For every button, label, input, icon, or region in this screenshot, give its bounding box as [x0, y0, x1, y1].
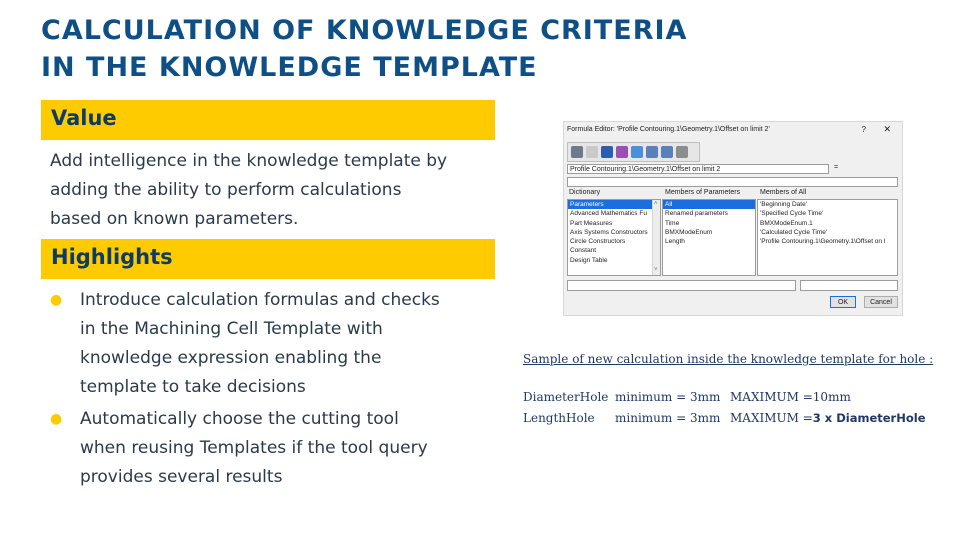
- dictionary-header: Dictionary: [569, 189, 601, 196]
- redo-icon[interactable]: [661, 146, 673, 158]
- open-icon[interactable]: [571, 146, 583, 158]
- sample-heading: Sample of new calculation inside the knowledge template for hole :: [523, 352, 934, 366]
- highlights-heading-bar: [41, 239, 495, 279]
- help-icon[interactable]: ?: [861, 125, 866, 134]
- eraser-icon[interactable]: [631, 146, 643, 158]
- value-heading-bar: [41, 100, 495, 140]
- highlights-heading: Highlights: [51, 245, 173, 269]
- members-of-parameters-header: Members of Parameters: [665, 189, 741, 196]
- chat-icon[interactable]: [616, 146, 628, 158]
- dictionary-scrollbar[interactable]: [652, 200, 660, 275]
- row-minimum: minimum = 3mm: [615, 390, 721, 404]
- list-item[interactable]: 'Calculated Cycle Time': [760, 228, 828, 236]
- highlight-line: provides several results: [80, 467, 283, 487]
- members-of-all-list[interactable]: [757, 199, 898, 276]
- members-of-parameters-list[interactable]: [662, 199, 756, 276]
- list-item[interactable]: 'Specified Cycle Time': [760, 210, 824, 218]
- row-maximum: MAXIMUM =10mm: [730, 390, 851, 404]
- list-item[interactable]: All: [663, 200, 755, 209]
- undo-icon[interactable]: [646, 146, 658, 158]
- highlight-line: Introduce calculation formulas and checks: [80, 290, 440, 310]
- highlights-list: [50, 286, 490, 495]
- highlight-line: knowledge expression enabling the: [80, 348, 382, 368]
- value-text-line: adding the ability to perform calculations: [50, 180, 402, 200]
- list-item[interactable]: Constant: [570, 247, 597, 255]
- cancel-button[interactable]: Cancel: [864, 296, 898, 308]
- value-text-line: based on known parameters.: [50, 209, 299, 229]
- equals-sign: =: [834, 164, 839, 171]
- slide-title-line-1: CALCULATION OF KNOWLEDGE CRITERIA: [41, 15, 688, 46]
- expression-field[interactable]: Profile Contouring.1\Geometry.1\Offset on limit 2: [567, 164, 829, 174]
- list-item[interactable]: Part Measures: [570, 219, 613, 227]
- members-of-all-header: Members of All: [760, 189, 807, 196]
- comment-icon[interactable]: [676, 146, 688, 158]
- dialog-toolbar: [567, 142, 700, 162]
- diameter-hole-row: [523, 390, 851, 404]
- list-item[interactable]: Circle Constructors: [570, 238, 626, 246]
- highlight-line: template to take decisions: [80, 377, 306, 397]
- ok-button[interactable]: OK: [830, 296, 856, 308]
- list-item[interactable]: Axis Systems Constructors: [570, 228, 648, 236]
- list-item[interactable]: Design Table: [570, 256, 608, 264]
- description-field[interactable]: [567, 280, 796, 291]
- value-heading: Value: [51, 106, 117, 130]
- bullet-icon: ●: [50, 292, 63, 308]
- highlight-line: Automatically choose the cutting tool: [80, 409, 399, 429]
- slide-title: [41, 12, 688, 86]
- highlight-line: in the Machining Cell Template with: [80, 319, 383, 339]
- list-item[interactable]: 'Beginning Date': [760, 201, 807, 208]
- slide-title-line-2: IN THE KNOWLEDGE TEMPLATE: [41, 52, 538, 83]
- highlight-line: when reusing Templates if the tool query: [80, 438, 428, 458]
- list-item[interactable]: Advanced Mathematics Fu: [570, 210, 647, 218]
- dialog-title: Formula Editor: 'Profile Contouring.1\Geometry.1\Offset on limit 2': [567, 126, 770, 133]
- wand-icon[interactable]: [586, 146, 598, 158]
- formula-input[interactable]: [567, 177, 898, 187]
- dictionary-list[interactable]: [567, 199, 661, 276]
- value-field[interactable]: [800, 280, 898, 291]
- list-item[interactable]: Renamed parameters: [665, 210, 728, 218]
- bullet-icon: ●: [50, 411, 63, 427]
- close-icon[interactable]: ✕: [883, 124, 891, 134]
- row-maximum-formula: 3 x DiameterHole: [812, 411, 926, 425]
- value-text: [50, 147, 495, 234]
- row-name: LengthHole: [523, 411, 595, 425]
- row-minimum: minimum = 3mm: [615, 411, 721, 425]
- list-item[interactable]: BMXModeEnum.1: [760, 219, 813, 227]
- highlight-item: [50, 286, 490, 402]
- formula-editor-dialog: [563, 121, 903, 316]
- list-item[interactable]: Parameters: [568, 200, 660, 209]
- list-item[interactable]: Length: [665, 238, 685, 246]
- highlight-item: [50, 405, 490, 492]
- list-item[interactable]: BMXModeEnum: [665, 228, 713, 236]
- list-item[interactable]: 'Profile Contouring.1\Geometry.1\Offset on l: [760, 238, 886, 246]
- length-hole-row: [523, 411, 926, 425]
- help-book-icon[interactable]: [601, 146, 613, 158]
- row-name: DiameterHole: [523, 390, 609, 404]
- value-text-line: Add intelligence in the knowledge template by: [50, 151, 448, 171]
- row-maximum: MAXIMUM =: [730, 411, 813, 425]
- list-item[interactable]: Time: [665, 219, 680, 227]
